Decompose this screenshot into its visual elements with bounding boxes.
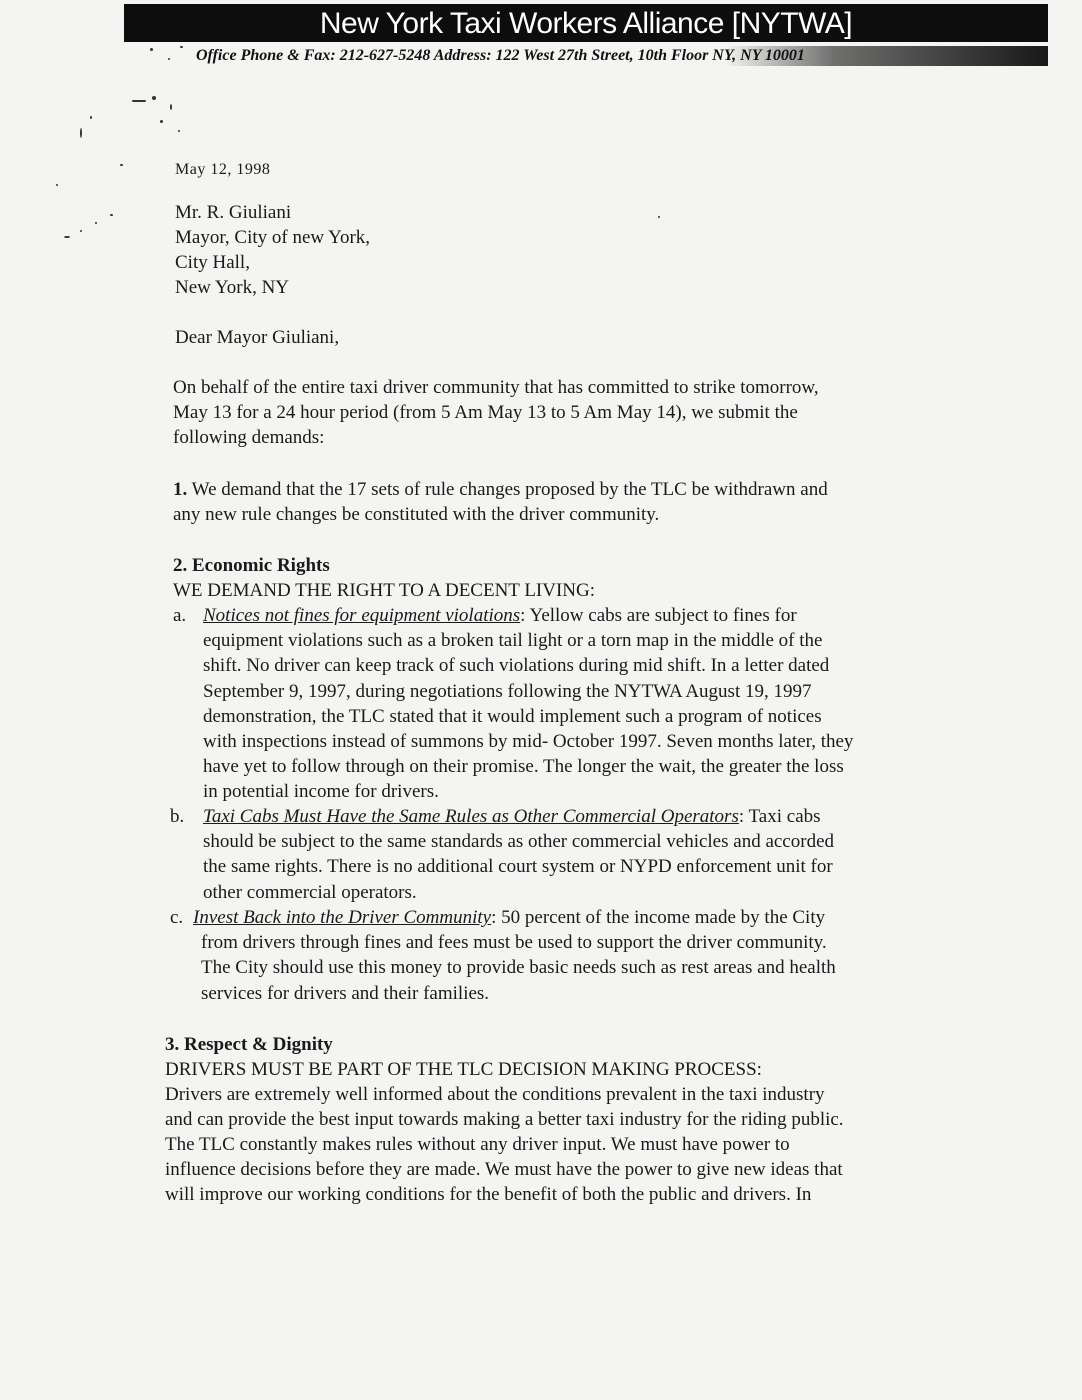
item-b-title: Taxi Cabs Must Have the Same Rules as Other Commercial Operators bbox=[203, 806, 739, 827]
letter-date: May 12, 1998 bbox=[175, 161, 271, 178]
item-c-line: from drivers through fines and fees must be used to support the driver community. bbox=[201, 932, 827, 954]
item-a-line: September 9, 1997, during negotiations following the NYTWA August 19, 1997 bbox=[203, 680, 812, 702]
recipient-line: City Hall, bbox=[175, 252, 250, 273]
section-3-subheading: DRIVERS MUST BE PART OF THE TLC DECISION MAKING PROCESS: bbox=[165, 1059, 762, 1080]
salutation: Dear Mayor Giuliani, bbox=[175, 327, 340, 348]
section-3-line: Drivers are extremely well informed about the conditions prevalent in the taxi industry bbox=[165, 1084, 825, 1105]
item-a-line: with inspections instead of summons by mid- October 1997. Seven months later, they bbox=[203, 731, 854, 753]
item-b-line: should be subject to the same standards as other commercial vehicles and accorded bbox=[203, 831, 834, 853]
item-b-first-line bbox=[203, 804, 834, 829]
intro-line: On behalf of the entire taxi driver community that has committed to strike tomorrow, bbox=[173, 377, 819, 398]
section-1-text: We demand that the 17 sets of rule changes proposed by the TLC be withdrawn and bbox=[191, 479, 828, 500]
section-3-line: will improve our working conditions for the benefit of both the public and drivers. In bbox=[165, 1184, 812, 1205]
section-3-line: and can provide the best input towards making a better taxi industry for the riding public. bbox=[165, 1109, 844, 1130]
item-c-line: The City should use this money to provide basic needs such as rest areas and health bbox=[201, 957, 836, 979]
item-a-title: Notices not fines for equipment violations bbox=[203, 605, 521, 626]
letterhead-banner: New York Taxi Workers Alliance [NYTWA] bbox=[124, 4, 1048, 42]
item-c-first-text: : 50 percent of the income made by the City bbox=[491, 907, 826, 928]
item-b-marker: b. bbox=[170, 806, 185, 827]
section-2-subheading: WE DEMAND THE RIGHT TO A DECENT LIVING: bbox=[173, 580, 596, 601]
section-3-line: influence decisions before they are made. We must have the power to give new ideas that bbox=[165, 1159, 843, 1180]
recipient-line: New York, NY bbox=[175, 277, 290, 298]
item-c bbox=[193, 905, 836, 1006]
section-2-header bbox=[173, 553, 595, 603]
item-a-line: in potential income for drivers. bbox=[203, 781, 439, 803]
item-a-line: have yet to follow through on their promise. The longer the wait, the greater the loss bbox=[203, 756, 844, 778]
item-a-first-line bbox=[203, 603, 853, 628]
item-b-line: other commercial operators. bbox=[203, 881, 417, 903]
section-1-line bbox=[173, 477, 828, 502]
item-a-marker: a. bbox=[173, 605, 187, 626]
section-1-line: any new rule changes be constituted with the driver community. bbox=[173, 504, 660, 525]
section-3-header bbox=[165, 1032, 762, 1082]
intro-line: following demands: bbox=[173, 427, 325, 448]
letterhead-contact: Office Phone & Fax: 212-627-5248 Address: 122 West 27th Street, 10th Floor NY, NY 10001 bbox=[196, 46, 1048, 66]
item-c-marker: c. bbox=[170, 907, 184, 928]
section-1 bbox=[173, 477, 828, 527]
recipient-line: Mayor, City of new York, bbox=[175, 227, 371, 248]
item-a bbox=[203, 603, 853, 805]
section-3-heading: 3. Respect & Dignity bbox=[165, 1034, 333, 1055]
item-c-first-line bbox=[193, 905, 836, 930]
item-c-title: Invest Back into the Driver Community bbox=[193, 907, 492, 928]
item-c-line: services for drivers and their families. bbox=[201, 982, 490, 1004]
section-3-line: The TLC constantly makes rules without any driver input. We must have power to bbox=[165, 1134, 790, 1155]
item-a-line: demonstration, the TLC stated that it would implement such a program of notices bbox=[203, 705, 822, 727]
item-a-first-text: : Yellow cabs are subject to fines for bbox=[520, 605, 797, 626]
recipient-address bbox=[175, 200, 370, 300]
item-a-line: shift. No driver can keep track of such violations during mid shift. In a letter dated bbox=[203, 655, 830, 677]
item-b-line: the same rights. There is no additional court system or NYPD enforcement unit for bbox=[203, 856, 833, 878]
section-3-body bbox=[165, 1082, 844, 1207]
item-a-line: equipment violations such as a broken tail light or a torn map in the middle of the bbox=[203, 630, 823, 652]
recipient-line: Mr. R. Giuliani bbox=[175, 202, 292, 223]
section-1-number: 1. bbox=[173, 479, 188, 500]
section-2-heading: 2. Economic Rights bbox=[173, 555, 330, 576]
item-b bbox=[203, 804, 834, 905]
intro-paragraph bbox=[173, 375, 819, 450]
intro-line: May 13 for a 24 hour period (from 5 Am May 13 to 5 Am May 14), we submit the bbox=[173, 402, 798, 423]
item-b-first-text: : Taxi cabs bbox=[738, 806, 821, 827]
